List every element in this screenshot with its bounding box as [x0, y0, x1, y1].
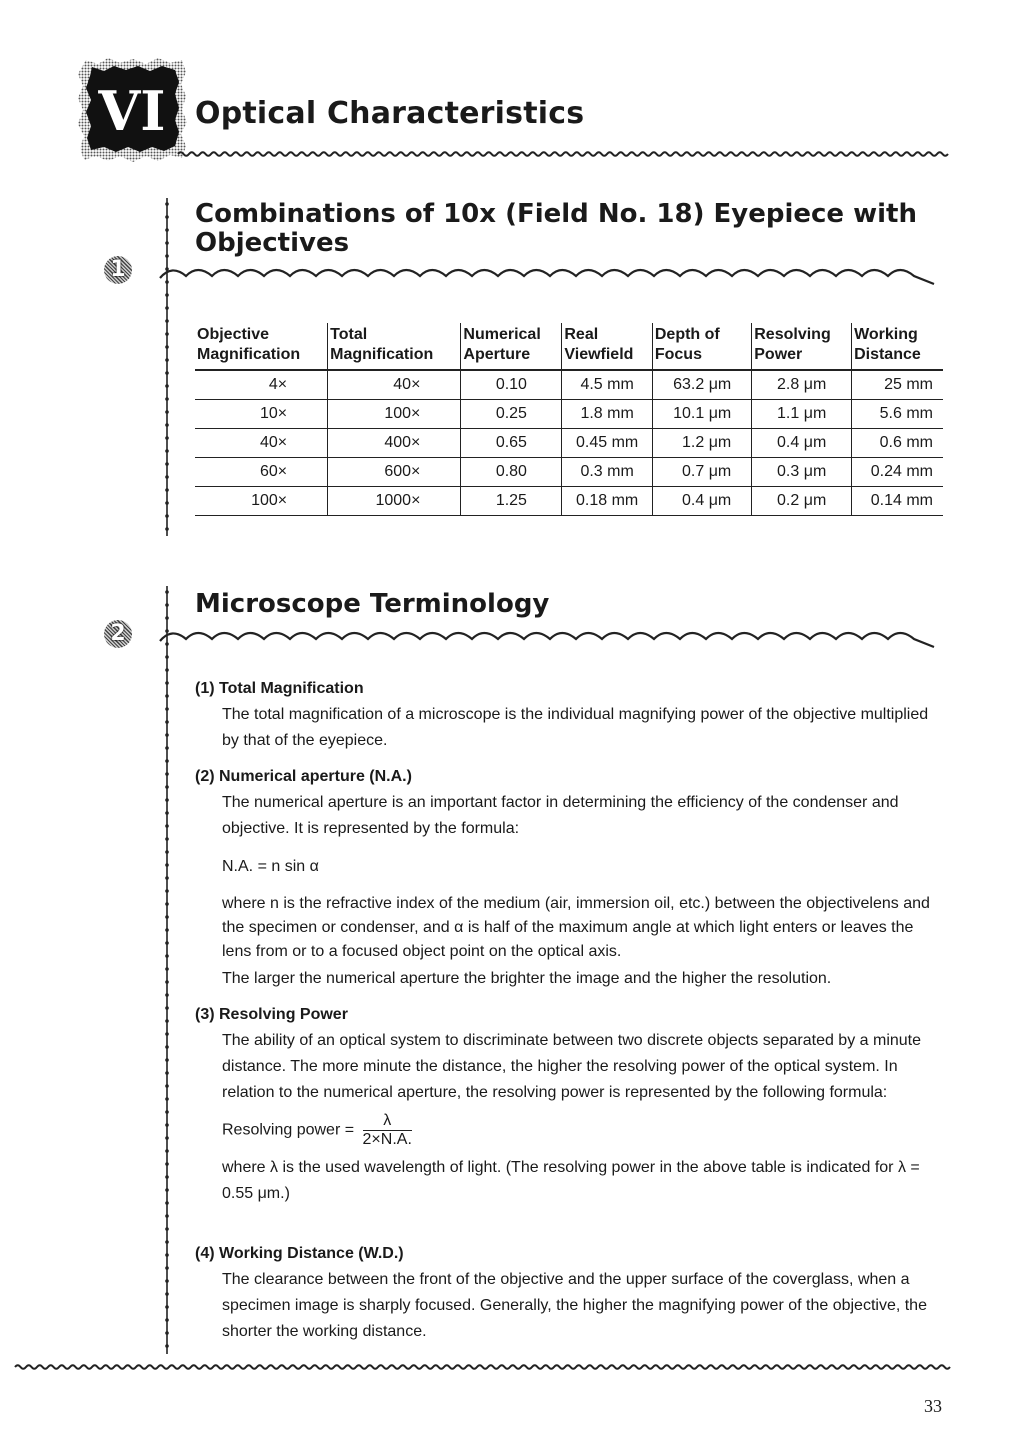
- column-header-line: Objective: [197, 326, 270, 343]
- chapter-divider: [178, 145, 948, 161]
- column-header: [562, 323, 653, 370]
- column-header-line: Real: [564, 326, 599, 343]
- table-cell: 0.45 mm: [562, 429, 653, 458]
- table-cell: 0.10: [461, 370, 562, 400]
- table-cell: 100×: [328, 400, 461, 429]
- formula-lhs: Resolving power =: [222, 1121, 355, 1139]
- chapter-title: Optical Characteristics: [195, 96, 585, 131]
- column-header-line: Magnification: [197, 346, 301, 363]
- table-cell: 60×: [195, 458, 328, 487]
- table-cell: 0.65: [461, 429, 562, 458]
- section1-number-badge: 1: [104, 256, 132, 284]
- section1-title-line2: Objectives: [195, 228, 350, 258]
- column-header-line: Aperture: [463, 346, 531, 363]
- formula-numerator: λ: [363, 1112, 412, 1131]
- table-cell: 0.4 μm: [752, 429, 852, 458]
- table-cell: 0.80: [461, 458, 562, 487]
- table-row: [195, 458, 943, 487]
- column-header-line: Power: [754, 346, 803, 363]
- table-cell: 4×: [195, 370, 328, 400]
- term-numerical-aperture: [195, 766, 945, 992]
- column-header: [195, 323, 328, 370]
- page-bottom-divider: [15, 1360, 950, 1374]
- section2-rail: [158, 586, 178, 1356]
- table-cell: 0.18 mm: [562, 487, 653, 516]
- table-cell: 2.8 μm: [752, 370, 852, 400]
- term-body: The clearance between the front of the objective and the upper surface of the coverglass, when a specimen image is sharply focused. Generally, the higher the magnifying power of the objective, the shorter the working distance.: [222, 1271, 927, 1340]
- table-cell: 25 mm: [852, 370, 943, 400]
- term-body-2: where λ is the used wavelength of light. (The resolving power in the above table is indicated for λ = 0.55 μm.): [222, 1159, 920, 1202]
- column-header-line: Magnification: [330, 346, 434, 363]
- section1-title: [195, 200, 917, 258]
- section2-number-badge: 2: [104, 620, 132, 648]
- column-header-line: Working: [854, 326, 918, 343]
- table-cell: 10.1 μm: [652, 400, 751, 429]
- table-cell: 400×: [328, 429, 461, 458]
- chapter-numeral: VI: [98, 79, 166, 143]
- table-row: [195, 429, 943, 458]
- table-cell: 0.2 μm: [752, 487, 852, 516]
- term-working-distance: [195, 1243, 945, 1345]
- table-cell: 0.3 mm: [562, 458, 653, 487]
- optics-table: [195, 323, 943, 516]
- table-cell: 40×: [195, 429, 328, 458]
- table-cell: 4.5 mm: [562, 370, 653, 400]
- column-header-line: Depth of: [654, 326, 720, 343]
- table-cell: 63.2 μm: [652, 370, 751, 400]
- column-header-line: Focus: [654, 346, 702, 363]
- formula-fraction: [363, 1112, 412, 1149]
- term-total-magnification: [195, 678, 945, 754]
- section1-rail: [158, 198, 178, 538]
- resolving-formula: [222, 1112, 945, 1149]
- column-header-line: Numerical: [463, 326, 541, 343]
- page-number: 33: [924, 1396, 942, 1416]
- table-cell: 600×: [328, 458, 461, 487]
- table-cell: 0.6 mm: [852, 429, 943, 458]
- table-cell: 0.3 μm: [752, 458, 852, 487]
- section2-divider: [140, 625, 940, 649]
- table-cell: 40×: [328, 370, 461, 400]
- term-body: The ability of an optical system to discriminate between two discrete objects separated by a minute distance. The more minute the distance, the higher the resolving power of the optical system. In relation to the numerical aperture, the resolving power is represented by the following formula:: [222, 1032, 922, 1101]
- term-heading: (1) Total Magnification: [195, 680, 364, 697]
- table-row: [195, 370, 943, 400]
- table-row: [195, 400, 943, 429]
- table-cell: 0.25: [461, 400, 562, 429]
- formula-denominator: 2×N.A.: [362, 1131, 412, 1148]
- column-header-line: Viewfield: [564, 346, 634, 363]
- column-header: [328, 323, 461, 370]
- term-body-3: The larger the numerical aperture the brighter the image and the higher the resolution.: [222, 970, 832, 987]
- term-heading: (3) Resolving Power: [195, 1006, 348, 1023]
- table-cell: 100×: [195, 487, 328, 516]
- term-body: The numerical aperture is an important factor in determining the efficiency of the condenser and objective. It is represented by the formula:: [222, 794, 899, 837]
- table-cell: 10×: [195, 400, 328, 429]
- column-header-line: Total: [330, 326, 368, 343]
- table-cell: 0.7 μm: [652, 458, 751, 487]
- column-header: [752, 323, 852, 370]
- section1-title-line1: Combinations of 10x (Field No. 18) Eyepiece with: [195, 199, 917, 229]
- term-heading: (2) Numerical aperture (N.A.): [195, 768, 412, 785]
- column-header-line: Distance: [854, 346, 921, 363]
- table-cell: 1.1 μm: [752, 400, 852, 429]
- table-cell: 1000×: [328, 487, 461, 516]
- table-cell: 1.2 μm: [652, 429, 751, 458]
- na-formula: N.A. = n sin α: [222, 858, 319, 875]
- table-cell: 5.6 mm: [852, 400, 943, 429]
- term-resolving-power: [195, 1004, 945, 1207]
- section1-divider: [140, 262, 940, 286]
- chapter-badge: [78, 58, 188, 162]
- column-header: [652, 323, 751, 370]
- table-cell: 1.25: [461, 487, 562, 516]
- table-cell: 0.14 mm: [852, 487, 943, 516]
- section2-title: Microscope Terminology: [195, 589, 550, 619]
- term-body-2: where n is the refractive index of the medium (air, immersion oil, etc.) between the objectivelens and the specimen or condenser, and α is half of the maximum angle at which light enters or leaves the lens from or to a focused object point on the optical axis.: [222, 895, 930, 960]
- column-header-line: Resolving: [754, 326, 831, 343]
- term-heading: (4) Working Distance (W.D.): [195, 1245, 404, 1262]
- table-header-row: [195, 323, 943, 370]
- table-row: [195, 487, 943, 516]
- table-cell: 0.24 mm: [852, 458, 943, 487]
- table-cell: 0.4 μm: [652, 487, 751, 516]
- column-header: [852, 323, 943, 370]
- column-header: [461, 323, 562, 370]
- table-cell: 1.8 mm: [562, 400, 653, 429]
- term-body: The total magnification of a microscope is the individual magnifying power of the objective multiplied by that of the eyepiece.: [222, 706, 929, 749]
